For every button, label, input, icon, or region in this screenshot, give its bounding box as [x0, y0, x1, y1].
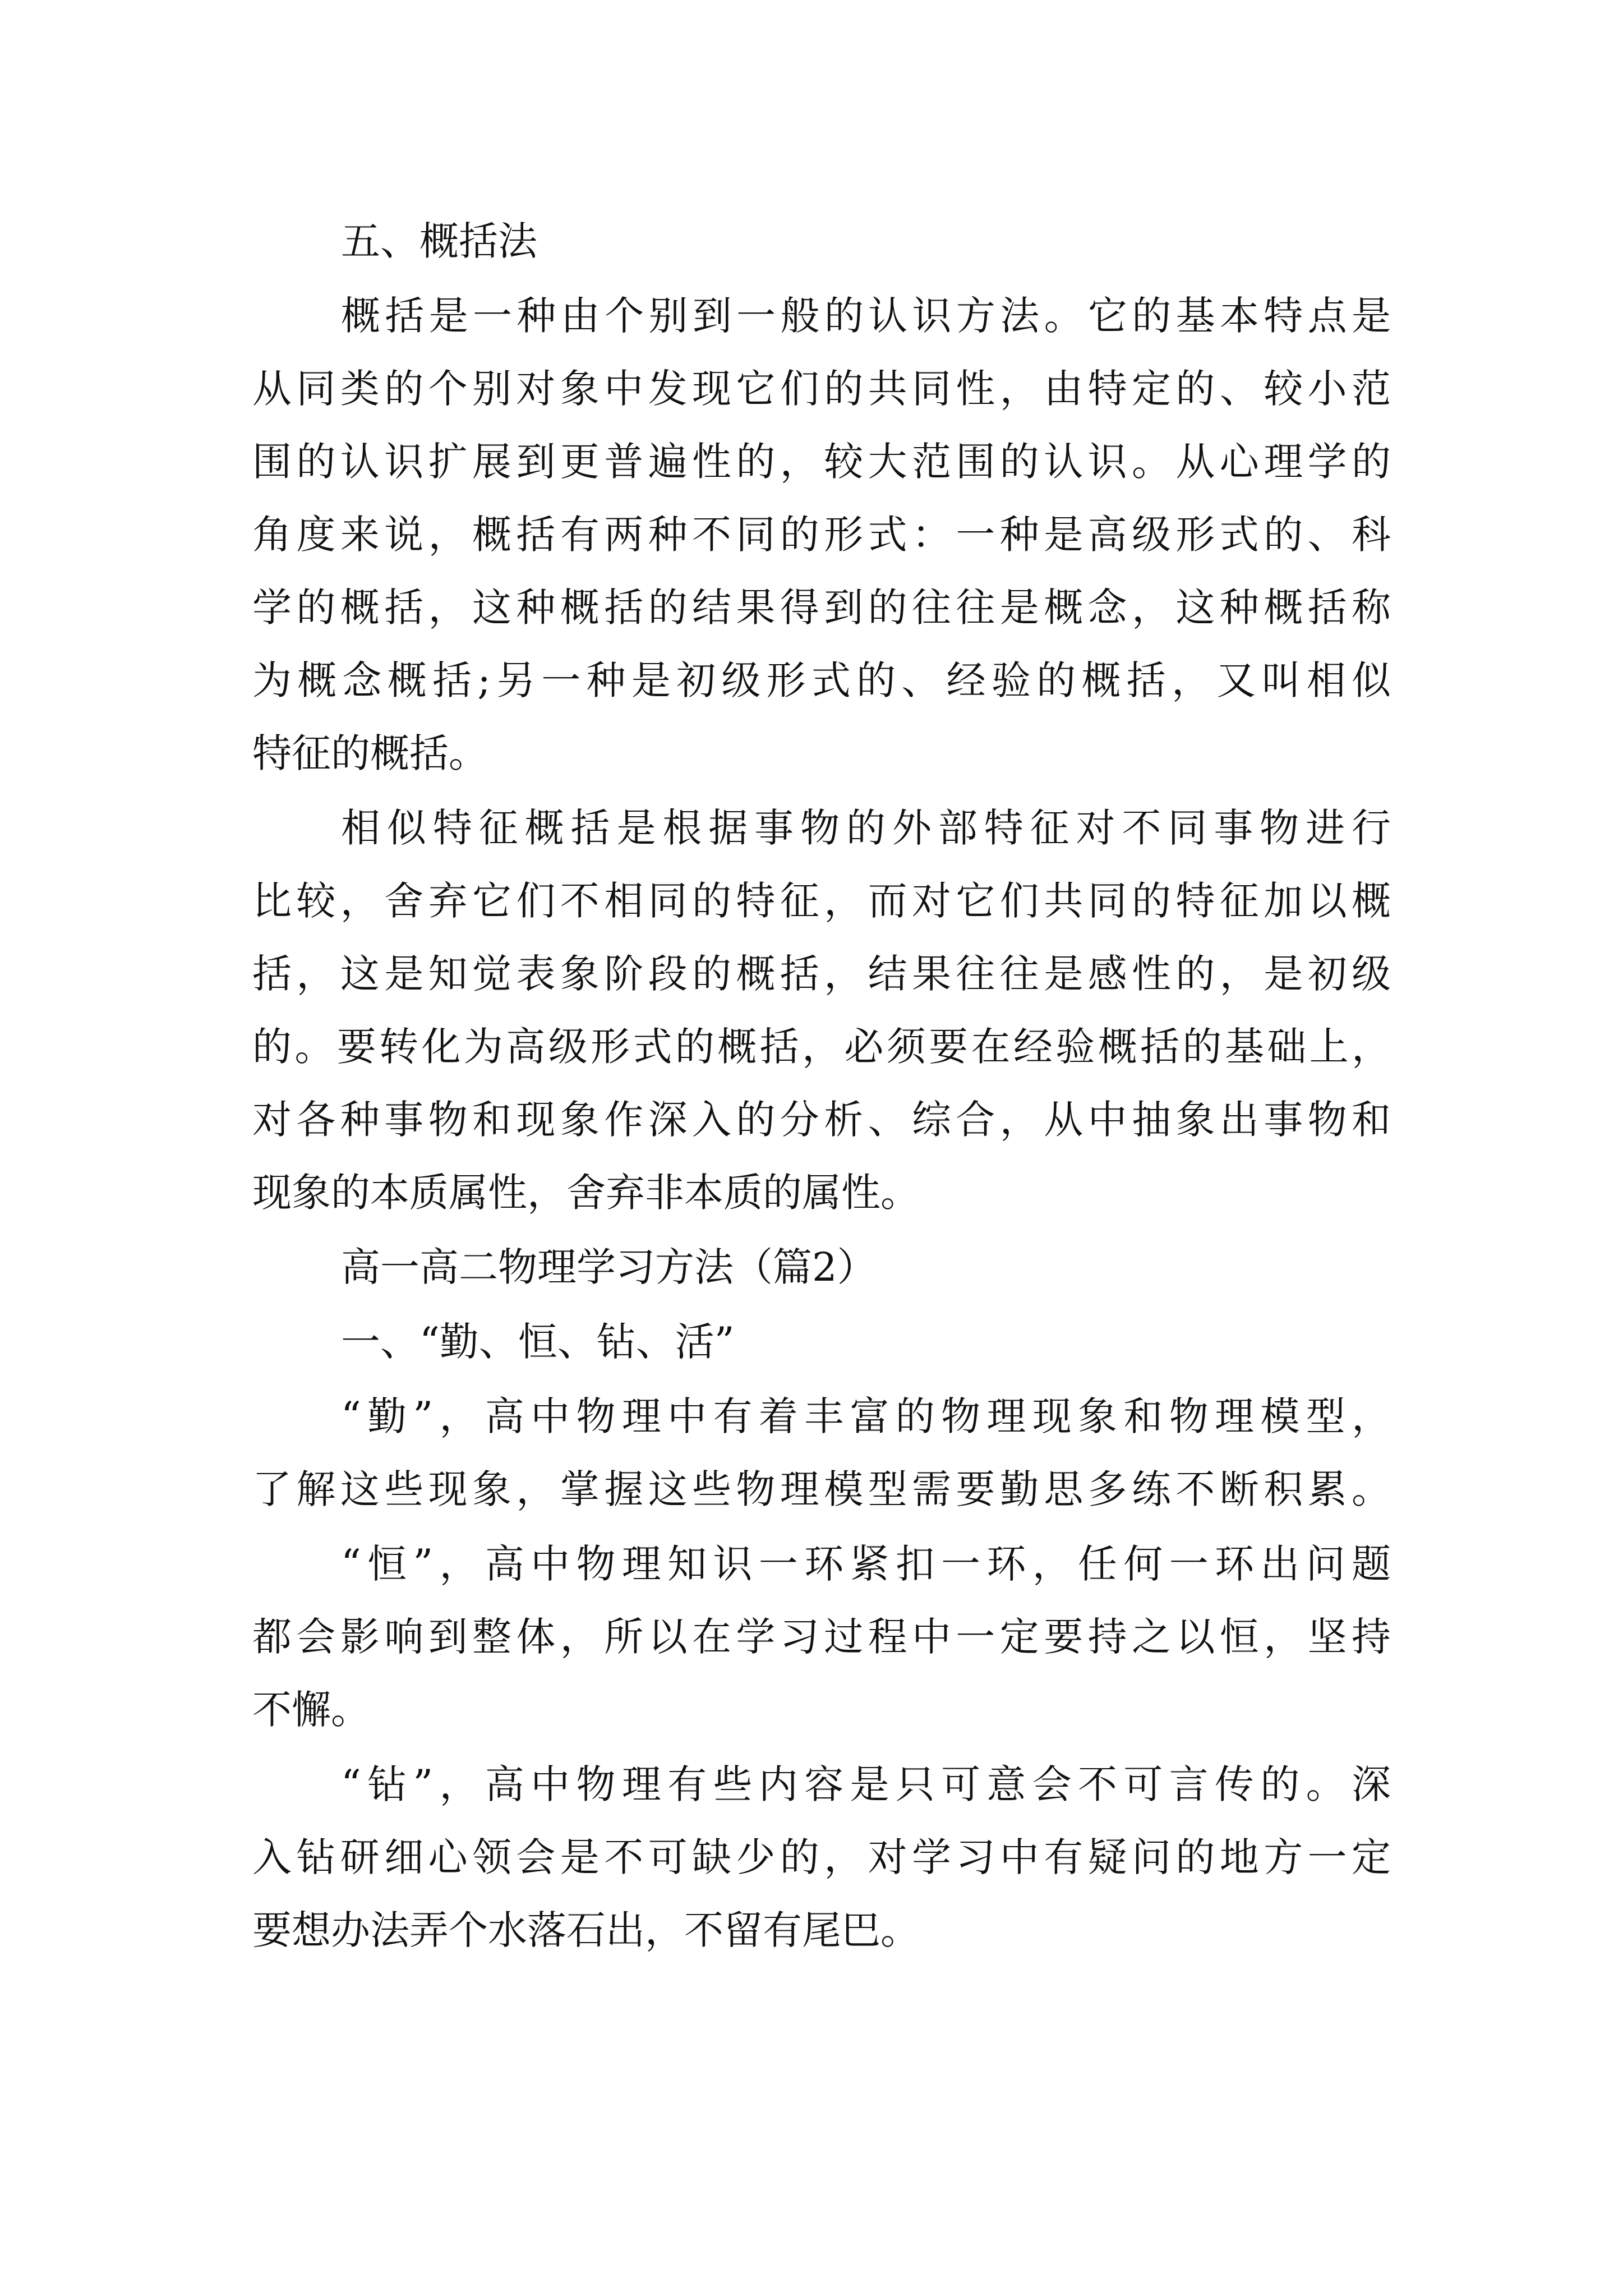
paragraph-line: 了解这些现象，掌握这些物理模型需要勤思多练不断积累。 — [252, 1466, 1391, 1512]
paragraph-line: 特征的概括。 — [252, 730, 488, 776]
paragraph-line: 相似特征概括是根据事物的外部特征对不同事物进行 — [341, 805, 1391, 851]
paragraph-line: 围的认识扩展到更普遍性的，较大范围的认识。从心理学的 — [252, 439, 1391, 485]
paragraph-line: 对各种事物和现象作深入的分析、综合，从中抽象出事物和 — [252, 1097, 1391, 1143]
paragraph-line: 比较，舍弃它们不相同的特征，而对它们共同的特征加以概 — [252, 878, 1391, 924]
paragraph-line: 不懈。 — [252, 1687, 370, 1733]
paragraph-line: “恒”，高中物理知识一环紧扣一环，任何一环出问题 — [341, 1541, 1391, 1587]
section-heading-5: 五、概括法 — [341, 218, 537, 264]
paragraph-line: 学的概括，这种概括的结果得到的往往是概念，这种概括称 — [252, 585, 1391, 631]
paragraph-line: 角度来说，概括有两种不同的形式：一种是高级形式的、科 — [252, 512, 1391, 558]
paragraph-line: 括，这是知觉表象阶段的概括，结果往往是感性的，是初级 — [252, 951, 1391, 997]
paragraph-line: 入钻研细心领会是不可缺少的，对学习中有疑问的地方一定 — [252, 1834, 1391, 1880]
paragraph-line: 概括是一种由个别到一般的认识方法。它的基本特点是 — [341, 293, 1391, 339]
paragraph-line: 从同类的个别对象中发现它们的共同性，由特定的、较小范 — [252, 366, 1391, 412]
paragraph-line: 为概念概括;另一种是初级形式的、经验的概括，又叫相似 — [252, 657, 1391, 703]
paragraph-line: 现象的本质属性，舍弃非本质的属性。 — [252, 1170, 920, 1216]
paragraph-line: “勤”，高中物理中有着丰富的物理现象和物理模型， — [341, 1393, 1391, 1439]
paragraph-line: “钻”，高中物理有些内容是只可意会不可言传的。深 — [341, 1761, 1391, 1807]
paragraph-line: 都会影响到整体，所以在学习过程中一定要持之以恒，坚持 — [252, 1614, 1391, 1660]
paragraph-line: 要想办法弄个水落石出，不留有尾巴。 — [252, 1907, 920, 1953]
section-heading-1: 一、“勤、恒、钻、活” — [341, 1319, 735, 1365]
paragraph-line: 的。要转化为高级形式的概括，必须要在经验概括的基础上， — [252, 1024, 1391, 1070]
article-title: 高一高二物理学习方法（篇2） — [341, 1244, 877, 1290]
